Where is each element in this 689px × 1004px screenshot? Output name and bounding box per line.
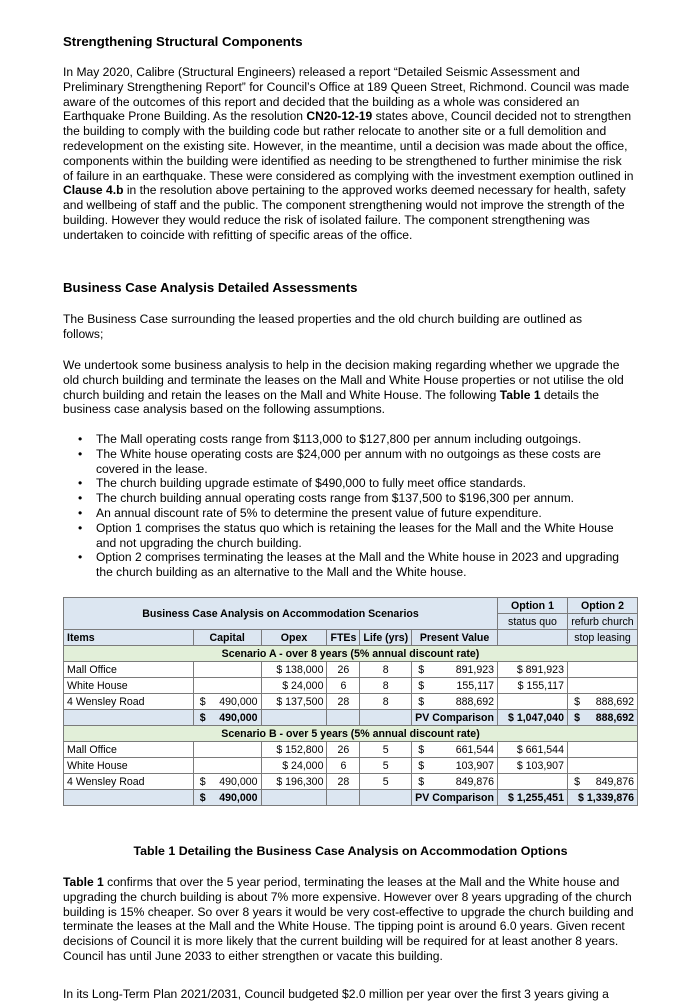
- col-opex: Opex: [261, 630, 327, 646]
- pv-value: 888,692: [455, 695, 495, 708]
- cell-item: 4 Wensley Road: [64, 694, 194, 710]
- clause-ref: Clause 4.b: [63, 183, 124, 198]
- cell-opex: $ 152,800: [261, 742, 327, 758]
- cell-ftes: 6: [327, 758, 360, 774]
- capital-total: 490,000: [219, 711, 258, 724]
- option1-header: Option 1: [498, 598, 568, 614]
- col-capital: Capital: [193, 630, 261, 646]
- pv-value: 661,544: [455, 743, 495, 756]
- cell-ftes: 26: [327, 742, 360, 758]
- dollar-sign: $: [418, 679, 425, 692]
- paragraph-table-conclusion: [63, 875, 635, 964]
- pv-value: 891,923: [455, 663, 495, 676]
- table-row: [64, 758, 638, 774]
- list-item: • The White house operating costs are $24,000 per annum with no outgoings as these costs are covered in the lease.: [96, 447, 631, 477]
- para-text: in the resolution above pertaining to the approved works deemed necessary for health, safety and wellbeing of staff and the public. The component strengthening would not improve the strength of the building. However they would reduce the risk of isolated failure. The component strengthening was undertaken to coincide with refitting of specific areas of the office.: [63, 183, 626, 242]
- opt2-value: 888,692: [595, 695, 634, 708]
- scenario-b-header: Scenario B - over 5 years (5% annual discount rate): [64, 726, 638, 742]
- dollar-sign: $: [574, 711, 580, 724]
- table-ref: Table 1: [63, 875, 104, 889]
- cell-pv: [412, 758, 498, 774]
- para-text: confirms that over the 5 year period, terminating the leases at the Mall and the White house and upgrading the church building is about 7% more expensive. However over 8 years upgrading of the church building is 15% cheaper. So over 8 years it would be very cost-effective to upgrade the church building and terminate the leases at the Mall and the White House. The tipping point is around 6.0 years. Given recent decisions of Council it is more likely that the current building will be required for at least another 8 years. Council has until June 2033 to either strengthen or vacate this building.: [63, 875, 634, 963]
- cell-life: 8: [360, 662, 412, 678]
- list-item: • Option 1 comprises the status quo which is retaining the leases for the Mall and the White House and not upgrading the church building.: [96, 521, 631, 551]
- para-text: We undertook some business analysis to help in the decision making regarding whether we upgrade the old church building and terminate the leases on the Mall and White House properties or not utilise the old church building and retain the leases on the Mall and White House. The following: [63, 358, 624, 402]
- cell-capital-total: [193, 710, 261, 726]
- capital-value: 490,000: [219, 775, 258, 788]
- cell-item: Mall Office: [64, 742, 194, 758]
- dollar-sign: $: [418, 775, 425, 788]
- resolution-ref: CN20-12-19: [306, 109, 373, 124]
- list-item: • Option 2 comprises terminating the leases at the Mall and the White house in 2023 and upgrading the church building as an alternative to the Mall and the White house.: [96, 550, 631, 580]
- dollar-sign: $: [574, 775, 580, 788]
- cell-opex: $ 24,000: [261, 758, 327, 774]
- option1-subheader: status quo: [498, 614, 568, 630]
- cell-opex: $ 24,000: [261, 678, 327, 694]
- cell-item: Mall Office: [64, 662, 194, 678]
- col-life: Life (yrs): [360, 630, 412, 646]
- section-heading-business-case: Business Case Analysis Detailed Assessments: [63, 280, 358, 295]
- list-item: • An annual discount rate of 5% to determine the present value of future expenditure.: [96, 506, 631, 521]
- cell-opt2: [567, 774, 637, 790]
- table-ref: Table 1: [499, 387, 541, 402]
- cell-life: 8: [360, 678, 412, 694]
- dollar-sign: $: [574, 695, 580, 708]
- opt1-total: $ 1,255,451: [498, 790, 568, 806]
- scenario-a-header: Scenario A - over 8 years (5% annual discount rate): [64, 646, 638, 662]
- capital-total: 490,000: [219, 791, 258, 804]
- table-row: [64, 774, 638, 790]
- opt1-total: $ 1,047,040: [498, 710, 568, 726]
- cell-item: White House: [64, 758, 194, 774]
- opt2-total-value: 888,692: [595, 711, 634, 724]
- option2-header: Option 2: [567, 598, 637, 614]
- cell-pv: [412, 774, 498, 790]
- cell-opex: $ 196,300: [261, 774, 327, 790]
- dollar-sign: $: [418, 759, 425, 772]
- paragraph-business-analysis: [63, 358, 628, 417]
- col-items: Items: [64, 630, 194, 646]
- paragraph-strengthening: [63, 65, 635, 243]
- table-row: [64, 742, 638, 758]
- capital-value: 490,000: [219, 695, 258, 708]
- col-ftes: FTEs: [327, 630, 360, 646]
- opt2-total: $ 1,339,876: [567, 790, 637, 806]
- cell-opt1: $ 891,923: [498, 662, 568, 678]
- paragraph-long-term-plan: In its Long-Term Plan 2021/2031, Council budgeted $2.0 million per year over the first 3 years giving a: [63, 987, 609, 1001]
- dollar-sign: $: [199, 695, 206, 708]
- dollar-sign: $: [199, 775, 206, 788]
- list-item: • The church building upgrade estimate of $490,000 to fully meet office standards.: [96, 476, 631, 491]
- option2-subheader: refurb church: [567, 614, 637, 630]
- dollar-sign: $: [418, 663, 425, 676]
- table-row: [64, 694, 638, 710]
- cell-capital: [193, 694, 261, 710]
- cell-opt1: $ 661,544: [498, 742, 568, 758]
- opt2-value: 849,876: [595, 775, 634, 788]
- table-row: [64, 662, 638, 678]
- cell-pv: [412, 742, 498, 758]
- option2-subheader-2: stop leasing: [567, 630, 637, 646]
- dollar-sign: $: [199, 711, 206, 724]
- table-caption: Table 1 Detailing the Business Case Analysis on Accommodation Options: [133, 844, 568, 858]
- cell-life: 8: [360, 694, 412, 710]
- cell-pv: [412, 694, 498, 710]
- dollar-sign: $: [418, 695, 425, 708]
- cell-life: 5: [360, 742, 412, 758]
- table-total-row: [64, 710, 638, 726]
- cell-ftes: 28: [327, 694, 360, 710]
- cell-life: 5: [360, 774, 412, 790]
- pv-comparison-label: PV Comparison: [412, 710, 498, 726]
- cell-item: 4 Wensley Road: [64, 774, 194, 790]
- cell-ftes: 26: [327, 662, 360, 678]
- col-present-value: Present Value: [412, 630, 498, 646]
- cell-opt2: [567, 694, 637, 710]
- cell-opt1: $ 155,117: [498, 678, 568, 694]
- opt2-total: [567, 710, 637, 726]
- table-title: Business Case Analysis on Accommodation Scenarios: [64, 598, 498, 630]
- dollar-sign: $: [418, 743, 425, 756]
- pv-comparison-label: PV Comparison: [412, 790, 498, 806]
- table-total-row: [64, 790, 638, 806]
- cell-opex: $ 137,500: [261, 694, 327, 710]
- list-item: • The Mall operating costs range from $113,000 to $127,800 per annum including outgoings.: [96, 432, 631, 447]
- cell-opex: $ 138,000: [261, 662, 327, 678]
- cell-capital-total: [193, 790, 261, 806]
- cell-pv: [412, 678, 498, 694]
- cell-ftes: 28: [327, 774, 360, 790]
- paragraph-business-case-intro: The Business Case surrounding the leased properties and the old church building are outlined as follows;: [63, 312, 583, 341]
- para-text: states above, Council decided not to strengthen the building to comply with the building code but rather relocate to another site or a full demolition and redevelopment on the existing site. However, in the meantime, until a decision was made about the office, components within the building were identified as needing to be strengthened to further minimise the risk of failure in an earthquake. These were considered as complying with the investment exemption outlined in: [63, 109, 634, 183]
- cell-pv: [412, 662, 498, 678]
- para-text: In May 2020, Calibre (Structural Engineers) released a report “Detailed Seismic Assessment and Preliminary Strengthening Report” for Council’s Office at 189 Queen Street, Richmond. Council was made aware of the outcomes of this report and decided that the building as a whole was considered an Earthquake Prone Building. As the resolution: [63, 65, 630, 124]
- cell-opt1: $ 103,907: [498, 758, 568, 774]
- business-case-table: [63, 597, 638, 806]
- cell-life: 5: [360, 758, 412, 774]
- assumptions-list: [63, 432, 631, 580]
- pv-value: 155,117: [456, 679, 495, 692]
- para-text: details the business case analysis based on the following assumptions.: [63, 387, 600, 417]
- pv-value: 849,876: [455, 775, 495, 788]
- pv-value: 103,907: [455, 759, 495, 772]
- cell-capital: [193, 774, 261, 790]
- list-item: • The church building annual operating costs range from $137,500 to $196,300 per annum.: [96, 491, 631, 506]
- cell-item: White House: [64, 678, 194, 694]
- section-heading-strengthening: Strengthening Structural Components: [63, 34, 303, 49]
- cell-ftes: 6: [327, 678, 360, 694]
- dollar-sign: $: [199, 791, 206, 804]
- table-row: [64, 678, 638, 694]
